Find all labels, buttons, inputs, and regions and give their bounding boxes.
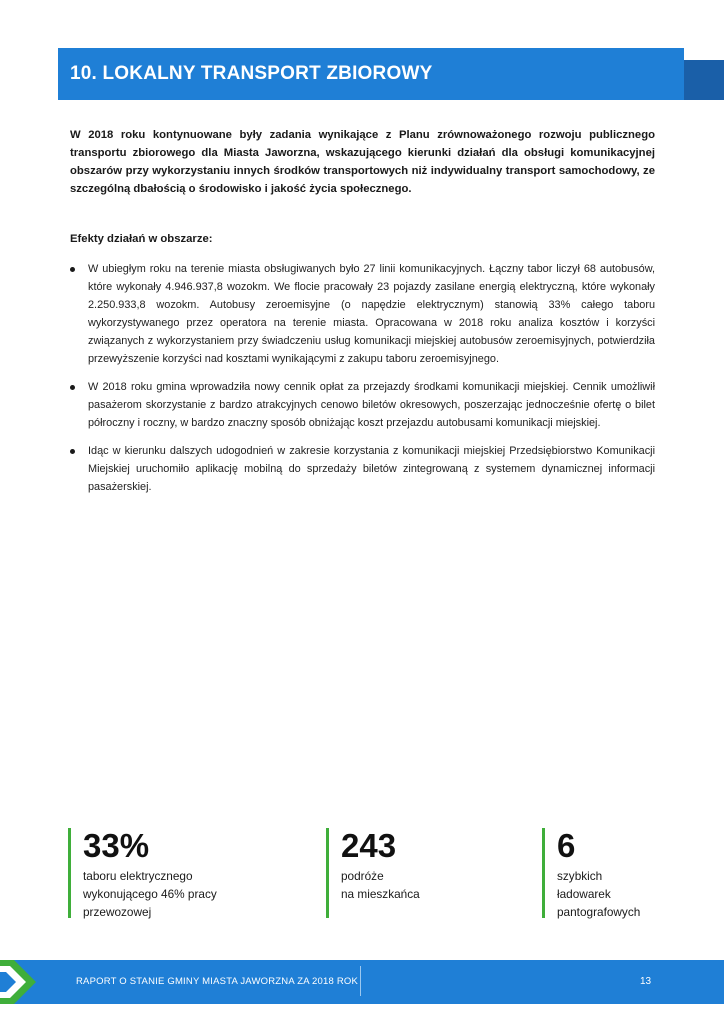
title-bar-accent [684,60,724,100]
chevron-right-icon [0,960,40,1004]
stat-label-line: taboru elektrycznego [83,869,193,883]
list-item-text: W ubiegłym roku na terenie miasta obsługiwanych było 27 linii komunikacyjnych. Łączny tabor liczył 68 autobusów, które wykonały 4.946.937,8 wozokm. We flocie pracowały 23 pojazdy zasilane energią elektryczną, które wykonały 2.250.933,8 wozokm. Autobusy zeroemisyjne (o napędzie elektrycznym) stanowią 33% całego taboru wykorzystywanego przez operatora na terenie miasta. Opracowana w 2018 roku analiza kosztów i korzyści związanych z wykorzystaniem przy świadczeniu usług komunikacji miejskiej autobusów zeroemisyjnych, potwierdziła przewyższenie korzyści nad kosztami wynikającymi z zakupu taboru zeroemisyjnego. [88,263,655,365]
stat-label-line: przewozowej [83,905,152,919]
stat-value: 33% [83,827,150,864]
stat-fast-chargers [542,828,640,918]
page-number: 13 [640,976,652,987]
footer-title: RAPORT O STANIE GMINY MIASTA JAWORZNA ZA 2018 ROK [76,976,359,987]
footer-divider [360,966,361,996]
effects-list [70,260,655,506]
page-title: 10. LOKALNY TRANSPORT ZBIOROWY [70,63,433,84]
bullet-icon [70,385,75,390]
stat-label-line: pantografowych [557,905,641,919]
stat-trips-per-resident [326,828,420,918]
stat-label-line: ładowarek [557,887,611,901]
stat-value: 243 [341,827,397,864]
stat-label-line: na mieszkańca [341,887,420,901]
list-item [70,442,655,496]
list-item-text: Idąc w kierunku dalszych udogodnień w zakresie korzystania z komunikacji miejskiej Przedsiębiorstwo Komunikacji Miejskiej uruchomiło aplikację mobilną do sprzedaży biletów zintegrowaną z systemem dynamicznej informacji pasażerskiej. [88,445,655,493]
list-item [70,378,655,432]
stat-value: 6 [557,827,576,864]
list-item-text: W 2018 roku gmina wprowadziła nowy cennik opłat za przejazdy środkami komunikacji miejskiej. Cennik umożliwił pasażerom skorzystanie z bardzo atrakcyjnych cenowo biletów okresowych, poszerzając jednocześnie ofertę o bilet półroczny i roczny, w bardzo znaczny sposób obniżając koszt przejazdu autobusami komunikacji miejskiej. [88,381,655,429]
effects-heading: Efekty działań w obszarze: [70,233,213,245]
stat-label-line: szybkich [557,869,603,883]
stat-label-line: podróże [341,869,384,883]
stat-label-line: wykonującego 46% pracy [83,887,217,901]
bullet-icon [70,267,75,272]
list-item [70,260,655,368]
bullet-icon [70,449,75,454]
intro-paragraph: W 2018 roku kontynuowane były zadania wynikające z Planu zrównoważonego rozwoju publicznego transportu zbiorowego dla Miasta Jaworzna, wskazującego kierunki działań dla obsługi komunikacyjnej obszarów przy wykorzystaniu innych środków transportowych niż indywidualny transport samochodowy, ze szczególną dbałością o środowisko i jakość życia społecznego. [70,129,655,195]
stat-electric-fleet [68,828,217,918]
